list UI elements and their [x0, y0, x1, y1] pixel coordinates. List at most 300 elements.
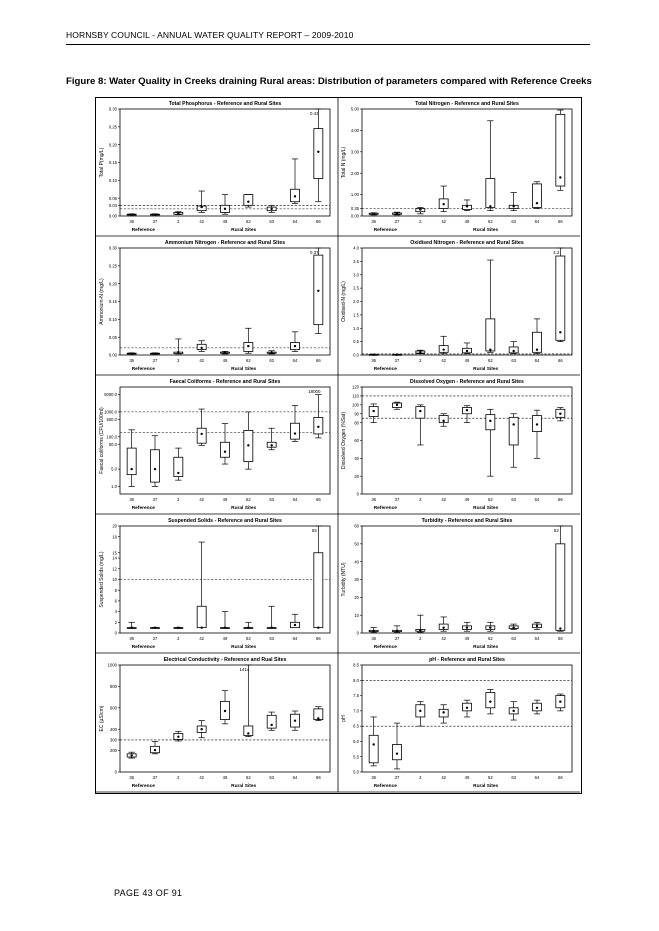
x-tick-label: 2: [419, 636, 422, 641]
x-tick-label: 37: [394, 497, 400, 502]
group-label-rural: Rural Sites: [231, 645, 257, 650]
y-tick-label: 3.0: [353, 272, 359, 278]
y-tick-label: 20: [354, 473, 359, 479]
y-tick-label: 60: [354, 523, 359, 529]
box-mean-point: [559, 413, 561, 415]
x-tick-label: 49: [464, 636, 470, 641]
x-tick-label: 37: [394, 636, 400, 641]
box-mean-point: [317, 290, 319, 292]
x-tick-label: 49: [222, 497, 228, 502]
box-mean-point: [317, 426, 319, 428]
box-mean-point: [372, 630, 374, 632]
box-mean-point: [372, 743, 374, 745]
y-tick-label: 14: [112, 555, 117, 561]
x-tick-label: 42: [441, 636, 447, 641]
box-mean-point: [512, 205, 514, 207]
y-tick-label: 5.0: [111, 466, 117, 472]
x-tick-label: 64: [534, 636, 540, 641]
y-tick-label: 8: [114, 587, 117, 593]
box: [486, 693, 495, 708]
y-tick-label: 8.0: [353, 677, 359, 683]
y-tick-label: 0.05: [108, 334, 117, 340]
y-tick-label: 0: [114, 630, 117, 636]
x-tick-label: 63: [511, 636, 517, 641]
box-mean-point: [512, 710, 514, 712]
box-mean-point: [130, 468, 132, 470]
x-tick-label: 2: [177, 497, 180, 502]
box-mean-point: [294, 345, 296, 347]
y-tick-label: 6: [114, 598, 117, 604]
box-mean-point: [466, 205, 468, 207]
group-label-rural: Rural Sites: [473, 784, 499, 789]
box-mean-point: [536, 348, 538, 350]
y-tick-label: 0.25: [108, 263, 117, 269]
box-mean-point: [177, 472, 179, 474]
y-tick-label: 400: [110, 726, 117, 732]
box-mean-point: [270, 444, 272, 446]
x-tick-label: 42: [199, 636, 205, 641]
y-axis-label: Oxidised-N (mg/L): [341, 281, 347, 322]
box: [314, 553, 323, 628]
box-mean-point: [294, 624, 296, 626]
box-mean-point: [247, 444, 249, 446]
y-tick-label: 1000: [107, 662, 117, 668]
box-mean-point: [396, 213, 398, 215]
y-tick-label: 2: [114, 619, 117, 625]
box-mean-point: [442, 348, 444, 350]
chart-title: Faecal Coliforms - Reference and Rural Sites: [169, 379, 281, 385]
box-mean-point: [247, 626, 249, 628]
x-tick-label: 66: [557, 358, 563, 363]
y-tick-label: 0: [356, 491, 359, 497]
group-label-reference: Reference: [373, 645, 397, 650]
y-tick-label: 50.0: [108, 441, 117, 447]
x-tick-label: 36: [129, 358, 135, 363]
y-tick-label: 40: [354, 559, 359, 565]
y-tick-label: 0.15: [108, 160, 117, 166]
box-mean-point: [489, 205, 491, 207]
report-header: HORNSBY COUNCIL - ANNUAL WATER QUALITY REPORT – 2009-2010: [66, 30, 354, 40]
y-tick-label: 5.0: [353, 769, 359, 775]
box-mean-point: [372, 410, 374, 412]
y-tick-label: 0.30: [108, 245, 117, 251]
x-tick-label: 2: [177, 636, 180, 641]
box-mean-point: [559, 176, 561, 178]
box: [244, 195, 253, 206]
box: [416, 407, 425, 419]
y-tick-label: 500.0: [106, 416, 117, 422]
group-label-rural: Rural Sites: [231, 367, 257, 372]
outlier-annotation: 4.2: [553, 250, 560, 255]
x-tick-label: 49: [464, 775, 470, 780]
x-tick-label: 49: [464, 358, 470, 363]
x-tick-label: 66: [557, 636, 563, 641]
y-tick-label: 0.10: [108, 316, 117, 322]
outlier-annotation: 1414: [239, 667, 250, 672]
group-label-rural: Rural Sites: [473, 228, 499, 233]
x-tick-label: 42: [441, 358, 447, 363]
y-axis-label: Total P(mg/L): [99, 147, 105, 178]
box: [127, 448, 136, 475]
x-tick-label: 2: [177, 775, 180, 780]
box: [486, 319, 495, 351]
box-mean-point: [130, 754, 132, 756]
x-tick-label: 63: [269, 219, 275, 224]
x-tick-label: 62: [245, 636, 251, 641]
y-tick-label: 110: [352, 393, 359, 399]
box: [197, 606, 206, 627]
box: [369, 735, 378, 763]
plot-area: [362, 526, 572, 633]
box: [556, 114, 565, 186]
chart-title: Total Nitrogen - Reference and Rural Sites: [415, 101, 519, 107]
x-tick-label: 36: [129, 497, 135, 502]
box-mean-point: [419, 629, 421, 631]
chart-title: Suspended Solids - Reference and Rural Sites: [168, 518, 282, 524]
x-tick-label: 66: [315, 636, 321, 641]
y-tick-label: 80: [354, 420, 359, 426]
box-mean-point: [559, 700, 561, 702]
box-mean-point: [200, 728, 202, 730]
x-tick-label: 64: [292, 358, 298, 363]
chart-title: Total Phosphorus - Reference and Rural Sites: [168, 101, 282, 107]
x-tick-label: 62: [487, 497, 493, 502]
x-tick-label: 66: [315, 497, 321, 502]
box-mean-point: [200, 626, 202, 628]
box-mean-point: [200, 347, 202, 349]
box: [393, 744, 402, 759]
page-footer: [114, 888, 182, 898]
y-tick-label: 0.30: [108, 106, 117, 112]
chart-title: Turbidity - Reference and Rural Sites: [421, 518, 513, 524]
x-tick-label: 42: [441, 497, 447, 502]
y-tick-label: 1.5: [353, 312, 359, 318]
box: [291, 423, 300, 439]
total-pages: 91: [171, 888, 183, 898]
y-tick-label: 300: [110, 737, 117, 743]
x-tick-label: 64: [534, 358, 540, 363]
x-tick-label: 37: [152, 636, 158, 641]
box-mean-point: [154, 468, 156, 470]
x-tick-label: 37: [152, 358, 158, 363]
box-mean-point: [317, 151, 319, 153]
group-label-rural: Rural Sites: [231, 228, 257, 233]
x-tick-label: 63: [511, 358, 517, 363]
x-tick-label: 62: [487, 358, 493, 363]
y-tick-label: 1.00: [350, 192, 359, 198]
x-tick-label: 37: [152, 219, 158, 224]
box-mean-point: [200, 433, 202, 435]
x-tick-label: 63: [269, 497, 275, 502]
y-tick-label: 6.0: [353, 739, 359, 745]
box-mean-point: [536, 202, 538, 204]
y-tick-label: 0.20: [108, 142, 117, 148]
y-tick-label: 1.0: [111, 484, 117, 490]
x-tick-label: 36: [129, 775, 135, 780]
y-tick-label: 3.5: [353, 258, 359, 264]
x-tick-label: 36: [129, 219, 135, 224]
box-mean-point: [442, 711, 444, 713]
plot-area: [120, 248, 330, 355]
chart-title: Electrical Conductivity - Reference and Rual Sites: [163, 657, 287, 663]
y-tick-label: 6.5: [353, 723, 359, 729]
box-mean-point: [200, 206, 202, 208]
x-tick-label: 62: [487, 775, 493, 780]
x-tick-label: 2: [419, 497, 422, 502]
x-tick-label: 42: [441, 219, 447, 224]
box-mean-point: [270, 724, 272, 726]
y-tick-label: 0.35: [350, 206, 359, 212]
x-tick-label: 37: [394, 358, 400, 363]
x-tick-label: 2: [177, 358, 180, 363]
y-tick-label: 20: [112, 523, 117, 529]
y-axis-label: Ammonium-N (mg/L): [99, 278, 105, 325]
y-axis-label: EC (µS/cm): [99, 705, 105, 732]
box-mean-point: [154, 352, 156, 354]
y-tick-label: 1000.0: [104, 409, 117, 415]
box-mean-point: [270, 208, 272, 210]
box: [197, 428, 206, 443]
box-mean-point: [442, 420, 444, 422]
box-mean-point: [559, 627, 561, 629]
box-mean-point: [442, 626, 444, 628]
chart-title: pH - Reference and Rural Sites: [429, 657, 505, 663]
box-mean-point: [489, 420, 491, 422]
x-tick-label: 49: [222, 775, 228, 780]
box-mean-point: [247, 732, 249, 734]
x-tick-label: 63: [269, 775, 275, 780]
chart-title: Oxidised Nitrogen - Reference and Rural Sites: [410, 240, 524, 246]
outlier-annotation: 0.43: [310, 111, 319, 116]
x-tick-label: 42: [199, 497, 205, 502]
y-tick-label: 100: [352, 402, 359, 408]
box-mean-point: [247, 345, 249, 347]
box-mean-point: [536, 707, 538, 709]
y-tick-label: 7.5: [353, 693, 359, 699]
y-tick-label: 0.00: [108, 213, 117, 219]
box-mean-point: [512, 626, 514, 628]
y-tick-label: 0: [356, 630, 359, 636]
group-label-rural: Rural Sites: [231, 784, 257, 789]
x-tick-label: 49: [464, 497, 470, 502]
box-mean-point: [317, 717, 319, 719]
y-tick-label: 50: [354, 541, 359, 547]
group-label-rural: Rural Sites: [231, 506, 257, 511]
box-mean-point: [317, 626, 319, 628]
box-mean-point: [466, 707, 468, 709]
box-mean-point: [270, 351, 272, 353]
box-mean-point: [419, 710, 421, 712]
x-tick-label: 62: [487, 219, 493, 224]
y-tick-label: 2.00: [350, 170, 359, 176]
x-tick-label: 36: [371, 636, 377, 641]
y-axis-label: Total N (mg/L): [341, 146, 347, 179]
box-mean-point: [466, 350, 468, 352]
box-mean-point: [294, 195, 296, 197]
box-mean-point: [536, 423, 538, 425]
page-label: PAGE: [114, 888, 140, 898]
x-tick-label: 49: [222, 219, 228, 224]
x-tick-label: 2: [419, 219, 422, 224]
x-tick-label: 37: [394, 775, 400, 780]
y-tick-label: 18: [112, 534, 117, 540]
x-tick-label: 63: [511, 219, 517, 224]
group-label-reference: Reference: [373, 784, 397, 789]
box-mean-point: [224, 208, 226, 210]
box-mean-point: [154, 749, 156, 751]
x-tick-label: 62: [487, 636, 493, 641]
box: [486, 179, 495, 208]
x-tick-label: 64: [534, 775, 540, 780]
x-tick-label: 62: [245, 497, 251, 502]
box-mean-point: [466, 409, 468, 411]
y-axis-label: Faecal coliforms (CFU/100ml): [99, 407, 105, 474]
y-tick-label: 0.00: [350, 213, 359, 219]
box-mean-point: [177, 212, 179, 214]
x-tick-label: 64: [292, 497, 298, 502]
y-tick-label: 10: [354, 612, 359, 618]
box-mean-point: [247, 201, 249, 203]
group-label-reference: Reference: [131, 506, 155, 511]
x-tick-label: 42: [441, 775, 447, 780]
box-mean-point: [466, 626, 468, 628]
y-tick-label: 0.00: [108, 352, 117, 358]
chart-title: Ammonium Nitrogen - Reference and Rural Sites: [164, 240, 286, 246]
page-number: 43: [142, 888, 153, 898]
outlier-annotation: 0.37: [310, 250, 319, 255]
y-axis-label: Dissolved Oxygen (%Sat): [341, 412, 347, 469]
y-tick-label: 2.5: [353, 285, 359, 291]
box: [556, 544, 565, 630]
box: [509, 417, 518, 445]
group-label-reference: Reference: [131, 367, 155, 372]
x-tick-label: 63: [269, 636, 275, 641]
x-tick-label: 36: [371, 358, 377, 363]
box-mean-point: [442, 203, 444, 205]
box-mean-point: [177, 626, 179, 628]
y-tick-label: 30: [354, 577, 359, 583]
group-label-rural: Rural Sites: [473, 506, 499, 511]
box-mean-point: [419, 208, 421, 210]
box-mean-point: [536, 625, 538, 627]
x-tick-label: 66: [557, 219, 563, 224]
y-tick-label: 0.0: [353, 352, 359, 358]
box-mean-point: [224, 451, 226, 453]
box-mean-point: [489, 348, 491, 350]
group-label-reference: Reference: [131, 645, 155, 650]
box-mean-point: [396, 752, 398, 754]
x-tick-label: 36: [129, 636, 135, 641]
box: [267, 715, 276, 728]
y-tick-label: 100.0: [106, 434, 117, 440]
outlier-annotation: 18000: [308, 389, 321, 394]
box: [486, 415, 495, 430]
box: [314, 129, 323, 179]
x-tick-label: 36: [371, 219, 377, 224]
figure-title: Figure 8: Water Quality in Creeks draining Rural areas: Distribution of parameters compared with Reference Creeks: [66, 76, 592, 87]
group-label-rural: Rural Sites: [473, 367, 499, 372]
y-tick-label: 0.03: [108, 202, 117, 208]
y-tick-label: 5000.0: [104, 392, 117, 398]
box-mean-point: [372, 213, 374, 215]
x-tick-label: 63: [511, 775, 517, 780]
outlier-annotation: 52: [553, 528, 559, 533]
y-tick-label: 0.05: [108, 195, 117, 201]
box-mean-point: [559, 331, 561, 333]
y-axis-label: Turbidity (NTU): [341, 562, 347, 597]
box-mean-point: [489, 626, 491, 628]
box-mean-point: [372, 354, 374, 356]
x-tick-label: 64: [292, 636, 298, 641]
box-mean-point: [512, 423, 514, 425]
box-mean-point: [419, 351, 421, 353]
box-mean-point: [177, 351, 179, 353]
box-mean-point: [224, 351, 226, 353]
box-mean-point: [154, 626, 156, 628]
x-tick-label: 63: [511, 497, 517, 502]
x-tick-label: 64: [292, 775, 298, 780]
y-tick-label: 15: [112, 550, 117, 556]
x-tick-label: 64: [534, 497, 540, 502]
x-tick-label: 64: [534, 219, 540, 224]
x-tick-label: 62: [245, 775, 251, 780]
x-tick-label: 66: [315, 219, 321, 224]
x-tick-label: 62: [245, 219, 251, 224]
y-tick-label: 0.15: [108, 299, 117, 305]
x-tick-label: 36: [371, 497, 377, 502]
y-tick-label: 20: [354, 594, 359, 600]
x-tick-label: 37: [152, 775, 158, 780]
group-label-reference: Reference: [373, 228, 397, 233]
x-tick-label: 49: [222, 636, 228, 641]
y-tick-label: 4.0: [353, 245, 359, 251]
y-tick-label: 8.5: [353, 662, 359, 668]
y-tick-label: 0.5: [353, 339, 359, 345]
y-axis-label: pH: [341, 715, 347, 722]
y-tick-label: 0: [114, 769, 117, 775]
y-tick-label: 5.00: [350, 106, 359, 112]
y-axis-label: Suspended Solids (mg/L): [99, 551, 105, 608]
y-tick-label: 120: [352, 384, 359, 390]
y-tick-label: 12: [112, 566, 117, 572]
chart-title: Dissolved Oxygen - Reference and Rural Sites: [410, 379, 524, 385]
box-mean-point: [396, 404, 398, 406]
y-tick-label: 40: [354, 455, 359, 461]
x-tick-label: 42: [199, 219, 205, 224]
box-mean-point: [154, 213, 156, 215]
y-tick-label: 60: [354, 438, 359, 444]
x-tick-label: 42: [199, 775, 205, 780]
box-mean-point: [396, 354, 398, 356]
group-label-reference: Reference: [131, 784, 155, 789]
box: [151, 450, 160, 482]
x-tick-label: 37: [152, 497, 158, 502]
y-tick-label: 200: [110, 748, 117, 754]
box-mean-point: [419, 410, 421, 412]
y-tick-label: 4.00: [350, 128, 359, 133]
box-mean-point: [224, 710, 226, 712]
y-tick-label: 5.5: [353, 754, 359, 760]
box: [556, 256, 565, 340]
y-tick-label: 4: [114, 609, 117, 615]
box-mean-point: [512, 350, 514, 352]
y-tick-label: 2.0: [353, 299, 359, 305]
group-label-rural: Rural Sites: [473, 645, 499, 650]
outlier-annotation: 65: [311, 528, 317, 533]
y-tick-label: 1.0: [353, 325, 359, 331]
y-tick-label: 7.0: [353, 708, 359, 714]
box-mean-point: [294, 432, 296, 434]
